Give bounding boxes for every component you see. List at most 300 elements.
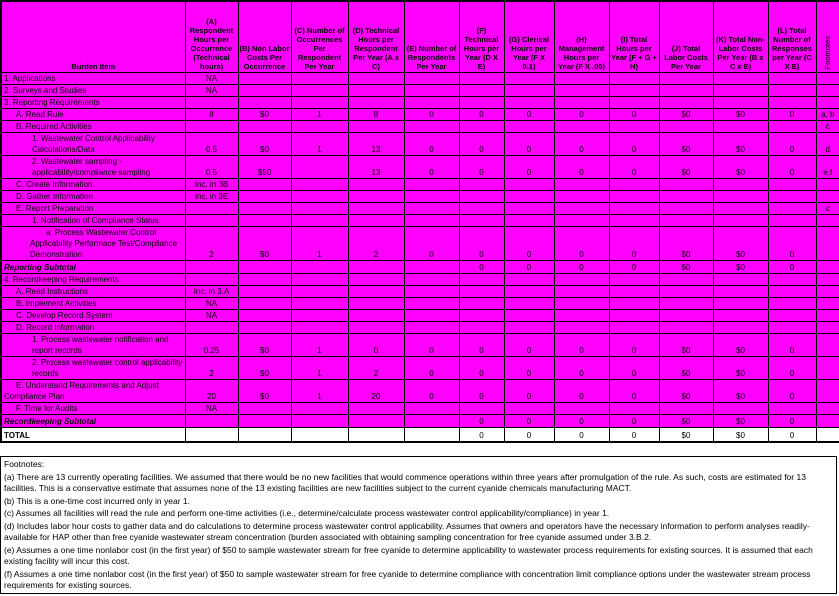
- cell-K: $0: [713, 227, 768, 261]
- row-label: B. Implement Activities: [1, 298, 185, 310]
- cell-H: [554, 203, 609, 215]
- cell-D: [348, 203, 404, 215]
- table-row: [1, 109, 839, 121]
- row-label: 1. Process wastewater notification and report records: [1, 334, 185, 357]
- cell-J: $0: [659, 357, 713, 380]
- cell-E: [404, 73, 459, 85]
- cell-K: [713, 73, 768, 85]
- column-header-J: (J) Total Labor Costs Per Year: [659, 1, 713, 73]
- cell-L: [768, 191, 816, 203]
- column-header-K: (K) Total Non-Labor Costs Per Year (B x C x E): [713, 1, 768, 73]
- cell-F: 0: [459, 428, 504, 443]
- cell-E: [404, 322, 459, 334]
- cell-A: [185, 322, 238, 334]
- cell-L: [768, 274, 816, 286]
- cell-J: [659, 121, 713, 133]
- cell-A: [185, 274, 238, 286]
- cell-C: [291, 298, 348, 310]
- cell-L: [768, 298, 816, 310]
- cell-C: [291, 261, 348, 274]
- cell-C: [291, 215, 348, 227]
- cell-A: NA: [185, 403, 238, 415]
- cell-I: [609, 215, 659, 227]
- cell-D: [348, 274, 404, 286]
- footnotes-title: Footnotes:: [4, 459, 45, 469]
- cell-C: [291, 179, 348, 191]
- cell-K: [713, 121, 768, 133]
- cell-H: [554, 274, 609, 286]
- cell-F: [459, 310, 504, 322]
- cell-A: [185, 215, 238, 227]
- cell-H: 0: [554, 133, 609, 156]
- cell-D: 13: [348, 156, 404, 179]
- cell-D: 2: [348, 357, 404, 380]
- cell-footnote: [816, 261, 839, 274]
- cell-footnote: [816, 215, 839, 227]
- cell-D: [348, 179, 404, 191]
- row-label: C. Create Information: [1, 179, 185, 191]
- cell-footnote: e,f: [816, 156, 839, 179]
- cell-I: [609, 310, 659, 322]
- cell-F: 0: [459, 261, 504, 274]
- cell-L: 0: [768, 133, 816, 156]
- cell-footnote: [816, 357, 839, 380]
- cell-C: [291, 85, 348, 97]
- cell-D: [348, 97, 404, 109]
- cell-A: [185, 121, 238, 133]
- table-row: [1, 203, 839, 215]
- row-label: A. Read Rule: [1, 109, 185, 121]
- cell-A: Inc. in 3.A: [185, 286, 238, 298]
- cell-I: [609, 179, 659, 191]
- cell-F: [459, 121, 504, 133]
- cell-L: [768, 121, 816, 133]
- cell-footnote: [816, 310, 839, 322]
- cell-L: [768, 203, 816, 215]
- row-label: a. Process Wastewater Control Applicability Performace Test/Compliance Demonstration: [1, 227, 185, 261]
- cell-C: [291, 191, 348, 203]
- cell-G: 0: [504, 357, 554, 380]
- cell-J: [659, 298, 713, 310]
- footnote-item: (e) Assumes a one time nonlabor cost (in the first year) of $50 to sample wastewater stream for free cyanide to determine applicability to wastewater process requirements for existing sources. It is assumed that each existing facility will incur this cost.: [4, 544, 813, 566]
- cell-K: [713, 286, 768, 298]
- cell-A: Inc. in 3E: [185, 191, 238, 203]
- cell-C: [291, 286, 348, 298]
- cell-footnote: [816, 85, 839, 97]
- table-row: [1, 310, 839, 322]
- cell-B: [238, 298, 291, 310]
- cell-E: [404, 121, 459, 133]
- cell-L: [768, 73, 816, 85]
- cell-K: $0: [713, 261, 768, 274]
- cell-B: $0: [238, 380, 291, 403]
- cell-J: [659, 403, 713, 415]
- cell-F: 0: [459, 357, 504, 380]
- cell-H: 0: [554, 415, 609, 428]
- cell-footnote: [816, 428, 839, 443]
- cell-A: Inc. in 3B: [185, 179, 238, 191]
- cell-A: 0.5: [185, 156, 238, 179]
- cell-C: 1: [291, 109, 348, 121]
- cell-L: [768, 403, 816, 415]
- cell-G: 0: [504, 334, 554, 357]
- column-header-F: (F) Technical Hours per Year (D X E): [459, 1, 504, 73]
- cell-A: NA: [185, 298, 238, 310]
- cell-F: [459, 403, 504, 415]
- cell-footnote: [816, 97, 839, 109]
- cell-B: [238, 85, 291, 97]
- cell-C: [291, 322, 348, 334]
- cell-B: [238, 97, 291, 109]
- table-row: [1, 298, 839, 310]
- cell-A: 8: [185, 109, 238, 121]
- cell-H: [554, 322, 609, 334]
- cell-E: [404, 203, 459, 215]
- table-row: [1, 73, 839, 85]
- cell-I: 0: [609, 261, 659, 274]
- cell-L: 0: [768, 227, 816, 261]
- table-row: [1, 261, 839, 274]
- cell-F: [459, 97, 504, 109]
- cell-B: [238, 179, 291, 191]
- cell-L: [768, 85, 816, 97]
- cell-B: $0: [238, 334, 291, 357]
- cell-G: [504, 121, 554, 133]
- cell-I: [609, 298, 659, 310]
- table-row: [1, 191, 839, 203]
- cell-C: [291, 97, 348, 109]
- cell-J: [659, 191, 713, 203]
- cell-K: $0: [713, 133, 768, 156]
- cell-B: [238, 203, 291, 215]
- row-label: B. Required Activities: [1, 121, 185, 133]
- cell-L: 0: [768, 156, 816, 179]
- cell-D: 0: [348, 334, 404, 357]
- cell-F: 0: [459, 133, 504, 156]
- cell-I: [609, 203, 659, 215]
- row-label: 4. Recordkeeping Requirements: [1, 274, 185, 286]
- row-label: E. Understand Requirements and Adjust Compliance Plan: [1, 380, 185, 403]
- row-label: 1. Applications: [1, 73, 185, 85]
- table-row: [1, 415, 839, 428]
- cell-D: [348, 298, 404, 310]
- cell-B: [238, 73, 291, 85]
- cell-A: NA: [185, 85, 238, 97]
- cell-I: [609, 73, 659, 85]
- cell-E: [404, 286, 459, 298]
- row-label: E. Report Preparation: [1, 203, 185, 215]
- cell-E: [404, 261, 459, 274]
- column-header-D: (D) Technical Hours per Respondent Per Year (A x C): [348, 1, 404, 73]
- cell-F: 0: [459, 334, 504, 357]
- cell-K: [713, 191, 768, 203]
- cell-G: [504, 97, 554, 109]
- cell-B: $0: [238, 357, 291, 380]
- cell-G: [504, 286, 554, 298]
- cell-B: [238, 261, 291, 274]
- cell-footnote: [816, 286, 839, 298]
- cell-K: [713, 298, 768, 310]
- row-label: C. Develop Record System: [1, 310, 185, 322]
- row-label: 3. Reporting Requirements: [1, 97, 185, 109]
- cell-A: 0.25: [185, 334, 238, 357]
- cell-J: $0: [659, 380, 713, 403]
- cell-E: [404, 85, 459, 97]
- cell-footnote: [816, 191, 839, 203]
- cell-I: 0: [609, 133, 659, 156]
- footnotes-column-label: Footnotes: [823, 35, 833, 69]
- cell-L: [768, 97, 816, 109]
- cell-H: 0: [554, 357, 609, 380]
- row-label: 2. Process wastewater control applicability records: [1, 357, 185, 380]
- cell-G: [504, 310, 554, 322]
- footnote-item: (b) This is a one-time cost incurred only in year 1.: [4, 495, 190, 506]
- column-header-L: (L) Total Number of Responses per Year (C X E): [768, 1, 816, 73]
- cell-H: 0: [554, 109, 609, 121]
- cell-G: 0: [504, 428, 554, 443]
- column-header-B: (B) Non Labor Costs Per Occurrence: [238, 1, 291, 73]
- cell-I: [609, 191, 659, 203]
- cell-J: $0: [659, 156, 713, 179]
- cell-E: 0: [404, 334, 459, 357]
- cell-C: [291, 310, 348, 322]
- header-row: [1, 1, 839, 73]
- cell-A: [185, 203, 238, 215]
- cell-J: [659, 203, 713, 215]
- cell-D: [348, 415, 404, 428]
- cell-E: [404, 428, 459, 443]
- table-row: [1, 357, 839, 380]
- cell-E: [404, 97, 459, 109]
- cell-B: [238, 286, 291, 298]
- column-header-G: (G) Clerical Hours per Year (F X 0.1): [504, 1, 554, 73]
- cell-L: 0: [768, 357, 816, 380]
- table-row: [1, 403, 839, 415]
- cell-J: [659, 97, 713, 109]
- row-label: D. Gather Information: [1, 191, 185, 203]
- cell-H: [554, 298, 609, 310]
- cell-D: 13: [348, 133, 404, 156]
- cell-F: [459, 322, 504, 334]
- cell-J: [659, 179, 713, 191]
- footnotes-section: [0, 456, 837, 594]
- cell-A: NA: [185, 310, 238, 322]
- cell-L: 0: [768, 109, 816, 121]
- cell-F: [459, 215, 504, 227]
- cell-G: [504, 298, 554, 310]
- cell-G: 0: [504, 415, 554, 428]
- footnote-item: (d) Includes labor hour costs to gather data and do calculations to determine process wastewater control applicability. Assumes that owners and operators have the necessary information to perform analyses readily-available for HAP other than free cyanide wastewater stream concentration (burden associated with obtaining sampling concentration for free cyanide assumed under 3.B.2.: [4, 520, 810, 542]
- cell-J: $0: [659, 133, 713, 156]
- row-label: D. Record Information: [1, 322, 185, 334]
- row-label: 1. Wastewater Control Applicability Calculations/Data: [1, 133, 185, 156]
- cell-H: 0: [554, 227, 609, 261]
- cell-H: [554, 403, 609, 415]
- cell-L: 0: [768, 334, 816, 357]
- cell-footnote: a, b: [816, 109, 839, 121]
- cell-K: [713, 403, 768, 415]
- cell-H: 0: [554, 156, 609, 179]
- cell-H: [554, 73, 609, 85]
- table-row: [1, 85, 839, 97]
- cell-F: [459, 179, 504, 191]
- table-row: [1, 334, 839, 357]
- cell-I: 0: [609, 334, 659, 357]
- cell-B: [238, 428, 291, 443]
- cell-D: 2: [348, 227, 404, 261]
- cell-K: [713, 179, 768, 191]
- cell-footnote: [816, 274, 839, 286]
- cell-I: [609, 322, 659, 334]
- cell-G: [504, 215, 554, 227]
- row-label: Recordkeeping Subtotal: [1, 415, 185, 428]
- cell-H: 0: [554, 334, 609, 357]
- cell-E: [404, 310, 459, 322]
- cell-B: $0: [238, 109, 291, 121]
- cell-A: 0.5: [185, 133, 238, 156]
- cell-B: $0: [238, 133, 291, 156]
- cell-H: [554, 310, 609, 322]
- cell-D: [348, 73, 404, 85]
- cell-A: 2: [185, 227, 238, 261]
- cell-L: 0: [768, 415, 816, 428]
- cell-B: $0: [238, 227, 291, 261]
- cell-A: [185, 428, 238, 443]
- table-row: [1, 428, 839, 443]
- cell-C: 1: [291, 334, 348, 357]
- cell-I: [609, 97, 659, 109]
- cell-K: $0: [713, 357, 768, 380]
- cell-K: [713, 97, 768, 109]
- cell-A: [185, 415, 238, 428]
- cell-I: [609, 286, 659, 298]
- cell-B: [238, 415, 291, 428]
- cell-A: 2: [185, 357, 238, 380]
- cell-E: 0: [404, 380, 459, 403]
- cell-G: [504, 274, 554, 286]
- cell-G: 0: [504, 261, 554, 274]
- cell-G: 0: [504, 133, 554, 156]
- cell-footnote: [816, 227, 839, 261]
- row-label: A. Read Instructions: [1, 286, 185, 298]
- column-header-E: (E) Number of Respondents Per Year: [404, 1, 459, 73]
- cell-H: [554, 215, 609, 227]
- cell-B: [238, 322, 291, 334]
- cell-I: 0: [609, 415, 659, 428]
- cell-G: [504, 73, 554, 85]
- cell-H: [554, 191, 609, 203]
- cell-footnote: [816, 380, 839, 403]
- cell-J: $0: [659, 227, 713, 261]
- cell-L: [768, 286, 816, 298]
- cell-G: 0: [504, 380, 554, 403]
- cell-J: [659, 322, 713, 334]
- cell-F: [459, 298, 504, 310]
- cell-G: [504, 179, 554, 191]
- cell-D: [348, 428, 404, 443]
- cell-B: [238, 310, 291, 322]
- row-label: Reporting Subtotal: [1, 261, 185, 274]
- cell-footnote: [816, 298, 839, 310]
- cell-K: [713, 203, 768, 215]
- cell-K: $0: [713, 428, 768, 443]
- cell-E: [404, 274, 459, 286]
- cell-I: 0: [609, 109, 659, 121]
- cell-J: [659, 73, 713, 85]
- cell-H: 0: [554, 428, 609, 443]
- cell-L: 0: [768, 261, 816, 274]
- cell-C: [291, 73, 348, 85]
- cell-footnote: [816, 179, 839, 191]
- cell-A: 20: [185, 380, 238, 403]
- cell-J: [659, 310, 713, 322]
- cell-E: 0: [404, 133, 459, 156]
- table-row: [1, 322, 839, 334]
- table-row: [1, 156, 839, 179]
- cell-K: $0: [713, 334, 768, 357]
- footnote-item: (c) Assumes all facilities will read the rule and perform one-time activities (i.e., determine/calculate process wastewater control applicability/compliance) in year 1.: [4, 508, 610, 518]
- cell-K: [713, 274, 768, 286]
- cell-B: [238, 274, 291, 286]
- cell-I: 0: [609, 357, 659, 380]
- row-label: 2. Wastewater sampling - applicability/compliance sampling: [1, 156, 185, 179]
- cell-E: 0: [404, 109, 459, 121]
- cell-F: [459, 73, 504, 85]
- row-label: 1. Notification of Compliance Status: [1, 215, 185, 227]
- cell-G: 0: [504, 227, 554, 261]
- cell-J: [659, 215, 713, 227]
- cell-footnote: [816, 73, 839, 85]
- cell-B: [238, 403, 291, 415]
- row-label: 2. Surveys and Studies: [1, 85, 185, 97]
- cell-D: [348, 215, 404, 227]
- cell-F: [459, 203, 504, 215]
- cell-footnote: [816, 403, 839, 415]
- cell-A: [185, 261, 238, 274]
- cell-footnote: [816, 322, 839, 334]
- cell-K: $0: [713, 380, 768, 403]
- cell-F: 0: [459, 415, 504, 428]
- cell-B: [238, 191, 291, 203]
- cell-B: $50: [238, 156, 291, 179]
- cell-F: 0: [459, 109, 504, 121]
- cell-B: [238, 215, 291, 227]
- cell-C: [291, 203, 348, 215]
- cell-C: 1: [291, 227, 348, 261]
- cell-G: 0: [504, 156, 554, 179]
- table-row: [1, 179, 839, 191]
- cell-E: [404, 298, 459, 310]
- cell-E: [404, 403, 459, 415]
- cell-L: [768, 322, 816, 334]
- column-header-A: (A) Respondent Hours per Occurrence (Technical hours): [185, 1, 238, 73]
- cell-F: 0: [459, 156, 504, 179]
- cell-footnote: d: [816, 133, 839, 156]
- cell-J: $0: [659, 109, 713, 121]
- cell-G: 0: [504, 109, 554, 121]
- cell-H: [554, 121, 609, 133]
- cell-C: [291, 274, 348, 286]
- cell-C: [291, 156, 348, 179]
- cell-F: 0: [459, 380, 504, 403]
- cell-G: [504, 203, 554, 215]
- burden-item-header: Burden Item: [1, 1, 185, 73]
- footnotes-column-header: [816, 1, 839, 73]
- cell-L: 0: [768, 428, 816, 443]
- cell-J: $0: [659, 261, 713, 274]
- cell-K: [713, 215, 768, 227]
- cell-K: $0: [713, 109, 768, 121]
